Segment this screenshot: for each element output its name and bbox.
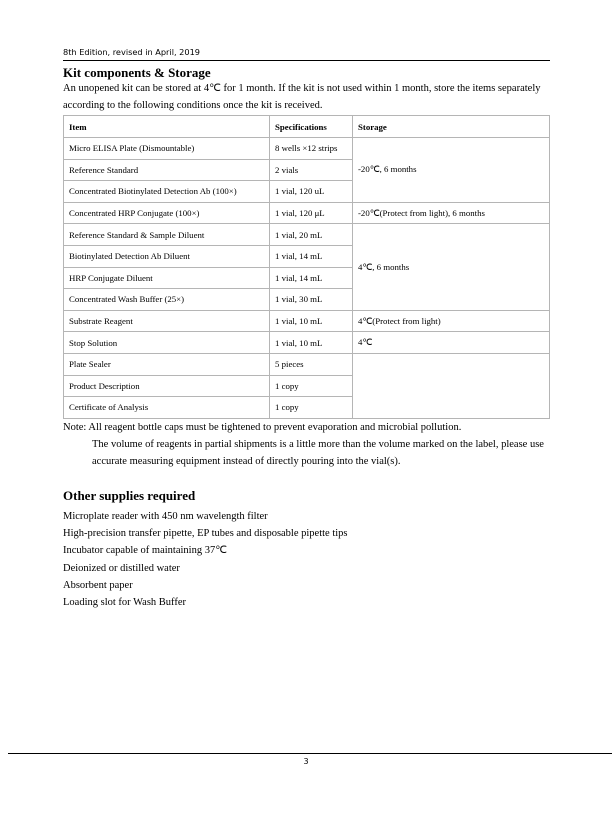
item-cell: HRP Conjugate Diluent xyxy=(64,267,270,289)
spec-cell: 1 vial, 20 mL xyxy=(270,224,353,246)
spec-cell: 1 vial, 14 mL xyxy=(270,245,353,267)
spec-cell: 1 vial, 14 mL xyxy=(270,267,353,289)
storage-cell: -20℃(Protect from light), 6 months xyxy=(353,202,550,224)
section-title-other-supplies: Other supplies required xyxy=(63,488,196,503)
item-cell: Reference Standard xyxy=(64,159,270,181)
spec-cell: 5 pieces xyxy=(270,353,353,375)
note-line-volume: The volume of reagents in partial shipments is a little more than the volume marked on the label, please use accurate measuring equipment instead of directly pouring into the vial(s). xyxy=(92,439,544,467)
item-cell: Product Description xyxy=(64,375,270,397)
header-divider xyxy=(63,60,550,61)
list-item: High-precision transfer pipette, EP tubes and disposable pipette tips xyxy=(63,528,348,540)
item-cell: Plate Sealer xyxy=(64,353,270,375)
storage-cell: 4℃ xyxy=(353,332,550,354)
table-row xyxy=(64,138,550,160)
storage-cell: 4℃, 6 months xyxy=(353,224,550,310)
item-cell: Concentrated Wash Buffer (25×) xyxy=(64,289,270,311)
kit-storage-intro: An unopened kit can be stored at 4℃ for 1 month. If the kit is not used within 1 month, store the items separately according to the following conditions once the kit is received. xyxy=(63,83,541,111)
spec-cell: 1 copy xyxy=(270,375,353,397)
table-header-row xyxy=(64,116,550,138)
item-cell: Biotinylated Detection Ab Diluent xyxy=(64,245,270,267)
list-item: Incubator capable of maintaining 37℃ xyxy=(63,545,227,557)
table-row xyxy=(64,224,550,246)
list-item: Absorbent paper xyxy=(63,579,133,591)
spec-cell: 1 copy xyxy=(270,397,353,419)
table-row xyxy=(64,332,550,354)
list-item: Microplate reader with 450 nm wavelength filter xyxy=(63,511,268,522)
list-item: Loading slot for Wash Buffer xyxy=(63,596,186,608)
item-cell: Micro ELISA Plate (Dismountable) xyxy=(64,138,270,160)
footer-divider xyxy=(8,753,612,754)
storage-cell xyxy=(353,353,550,418)
col-header-spec: Specifications xyxy=(270,116,353,138)
edition-header: 8th Edition, revised in April, 2019 xyxy=(63,47,201,57)
table-row xyxy=(64,202,550,224)
item-cell: Stop Solution xyxy=(64,332,270,354)
page-number: 3 xyxy=(303,757,309,766)
spec-cell: 8 wells ×12 strips xyxy=(270,138,353,160)
note-line-caps: Note: All reagent bottle caps must be tightened to prevent evaporation and microbial pollution. xyxy=(63,422,462,433)
table-row xyxy=(64,310,550,332)
item-cell: Reference Standard & Sample Diluent xyxy=(64,224,270,246)
spec-cell: 2 vials xyxy=(270,159,353,181)
spec-cell: 1 vial, 10 mL xyxy=(270,310,353,332)
storage-cell: -20℃, 6 months xyxy=(353,138,550,203)
storage-cell: 4℃(Protect from light) xyxy=(353,310,550,332)
item-cell: Certificate of Analysis xyxy=(64,397,270,419)
list-item: Deionized or distilled water xyxy=(63,562,180,574)
item-cell: Concentrated HRP Conjugate (100×) xyxy=(64,202,270,224)
item-cell: Concentrated Biotinylated Detection Ab (100×) xyxy=(64,181,270,203)
col-header-item: Item xyxy=(64,116,270,138)
spec-cell: 1 vial, 120 uL xyxy=(270,181,353,203)
table-row xyxy=(64,353,550,375)
kit-components-table xyxy=(63,115,550,419)
storage-note xyxy=(63,419,550,470)
col-header-storage: Storage xyxy=(353,116,550,138)
supplies-list xyxy=(63,508,348,611)
item-cell: Substrate Reagent xyxy=(64,310,270,332)
spec-cell: 1 vial, 120 μL xyxy=(270,202,353,224)
section-title-kit-components: Kit components & Storage xyxy=(63,65,211,80)
spec-cell: 1 vial, 30 mL xyxy=(270,289,353,311)
spec-cell: 1 vial, 10 mL xyxy=(270,332,353,354)
